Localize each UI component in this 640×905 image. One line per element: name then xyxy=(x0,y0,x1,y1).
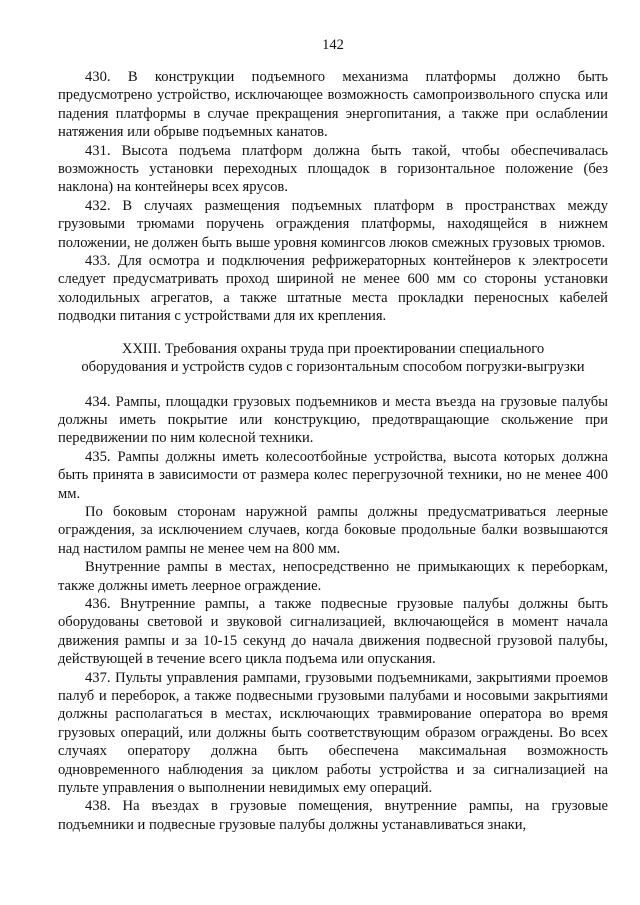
page-number: 142 xyxy=(322,37,344,53)
paragraph-438: 438. На въездах в грузовые помещения, внутренние рампы, на грузовые подъемники и подвесные грузовые палубы должны устанавливаться знаки, xyxy=(58,798,608,833)
paragraph-434: 434. Рампы, площадки грузовых подъемников и места въезда на грузовые палубы должны иметь покрытие или конструкцию, предотвращающие скольжение при передвижении по ним колесной техники. xyxy=(58,393,608,447)
section-heading-line-1: XXIII. Требования охраны труда при проектировании специального xyxy=(121,340,545,357)
paragraph-435: 435. Рампы должны иметь колесоотбойные устройства, высота которых должна быть принята в зависимости от размера колес перегрузочной техники, но не менее 400 мм. xyxy=(58,448,608,502)
paragraph-430: 430. В конструкции подъемного механизма платформы должно быть предусмотрено устройство, исключающее возможность самопроизвольного спуска или падения платформы в случае прекращения энергопитания, а также при ослаблении натяжения или обрыве подъемных канатов. xyxy=(58,69,608,141)
paragraph-432: 432. В случаях размещения подъемных платформ в пространствах между грузовыми трюмами поручень ограждения платформы, находящейся в нижнем положении, не должен быть выше уровня комингсов люков смежных грузовых трюмов. xyxy=(58,197,608,251)
paragraph-433: 433. Для осмотра и подключения рефрижераторных контейнеров к электросети следует предусматривать проход шириной не менее 600 мм со стороны установки холодильных агрегатов, а также штатные места прокладки переносных кабелей подводки питания с устройствами для их крепления. xyxy=(58,253,608,325)
section-heading xyxy=(58,340,608,377)
paragraph-431: 431. Высота подъема платформ должна быть такой, чтобы обеспечивалась возможность установки переходных площадок в горизонтальное положение (без наклона) на контейнеры всех ярусов. xyxy=(58,142,608,196)
paragraph-435-inner-ramps: Внутренние рампы в местах, непосредственно не примыкающих к переборкам, также должны иметь леерное ограждение. xyxy=(58,559,608,594)
section-heading-line-2: оборудования и устройств судов с горизонтальным способом погрузки-выгрузки xyxy=(81,359,585,376)
paragraph-435-side-railings: По боковым сторонам наружной рампы должны предусматриваться леерные ограждения, за исключением случаев, когда боковые продольные балки возвышаются над настилом рампы не менее чем на 800 мм. xyxy=(58,503,608,557)
paragraph-436: 436. Внутренние рампы, а также подвесные грузовые палубы должны быть оборудованы световой и звуковой сигнализацией, включающейся в момент начала движения рампы и за 10-15 секунд до начала движения подвесной грузовой палубы, действующей в течение всего цикла подъема или опускания. xyxy=(58,595,608,668)
paragraph-437: 437. Пульты управления рампами, грузовыми подъемниками, закрытиями проемов палуб и переборок, а также подвесными грузовыми палубами и носовыми закрытиями должны располагаться в местах, исключающих травмирование оператора во время грузовых операций, или должны быть соответствующим образом ограждены. Во всех случаях оператору должна быть обеспечена максимальная возможность одновременного наблюдения за циклом работы устройства и за сигнализацией на пульте управления о выполнении невидимых ему операций. xyxy=(58,669,608,797)
